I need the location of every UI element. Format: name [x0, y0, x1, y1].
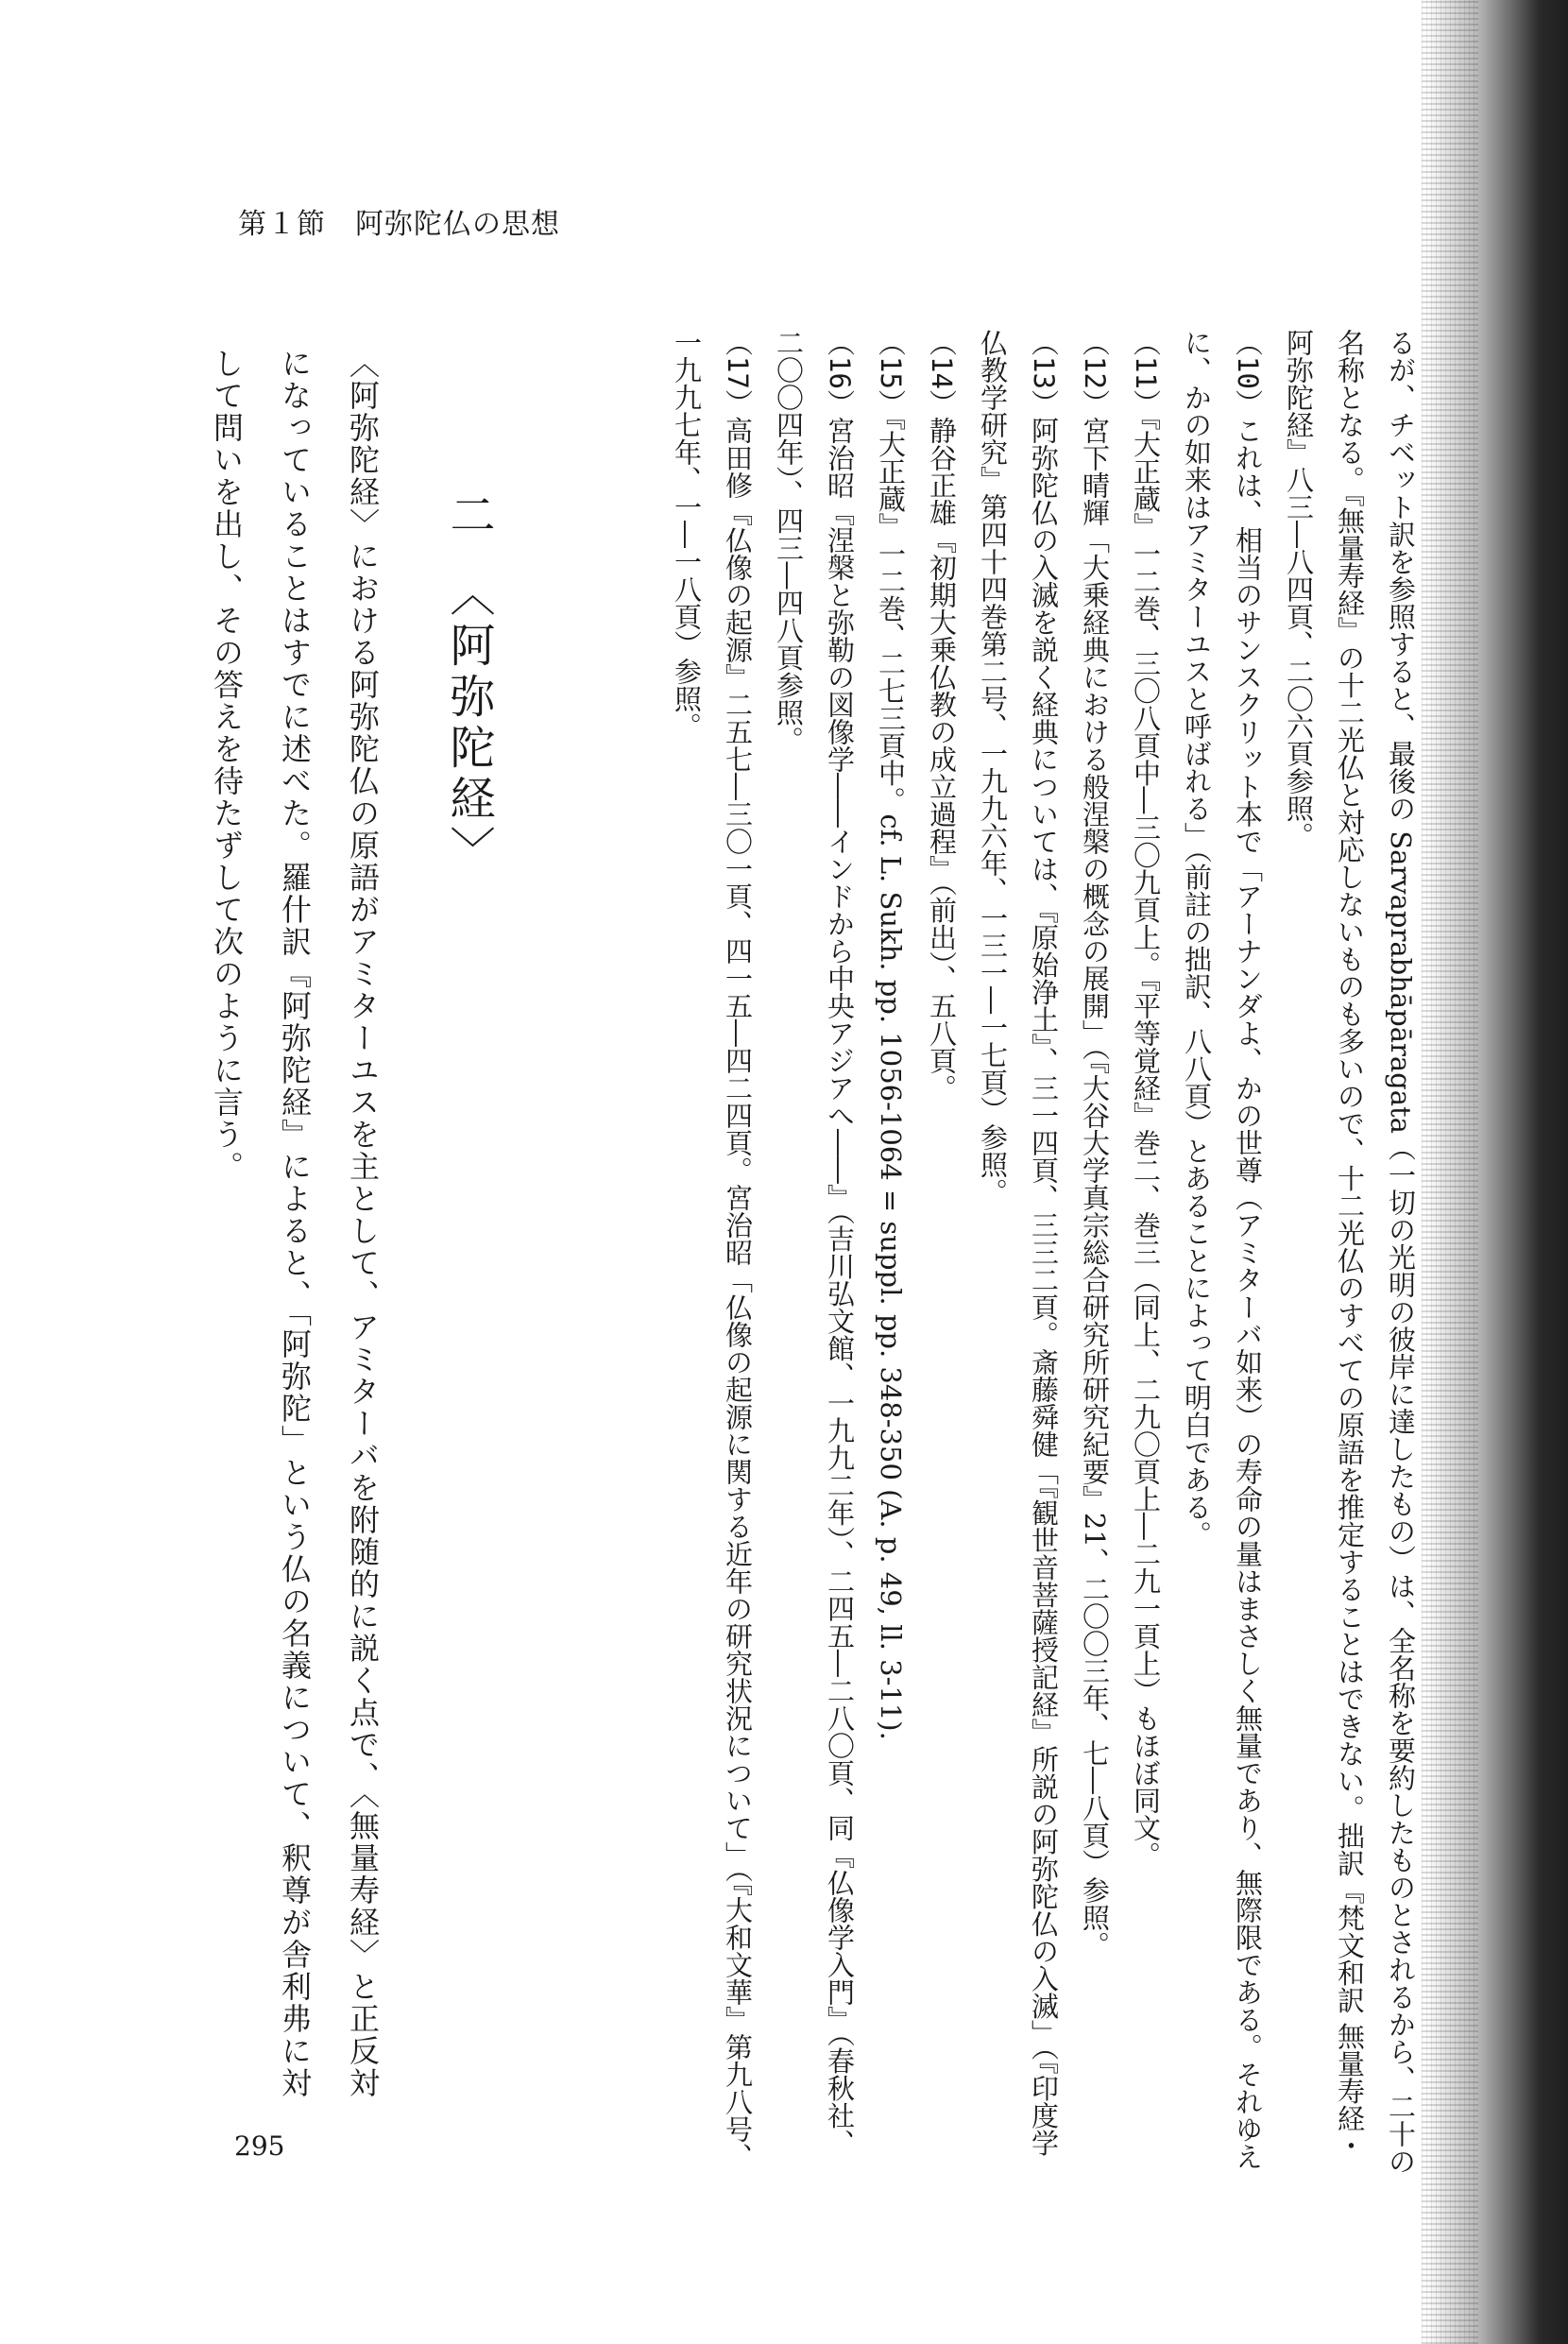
footnote-15: （15）『大正蔵』一二巻、二七三頁中。cf. L. Sukh. pp. 1056-1064 = suppl. pp. 348-350 (A. p. 49, ll. 3-11). [875, 329, 907, 1740]
section-title: 二 〈阿弥陀経〉 [442, 491, 495, 877]
chapter-header: 第１節 阿弥陀仏の思想 [238, 208, 560, 241]
scan-edge-noise [1422, 0, 1478, 2344]
footnote-14: （14）静谷正雄『初期大乗仏教の成立過程』（前出）、五八頁。 [926, 329, 958, 1102]
footnote-16: （16）宮治昭『涅槃と弥勒の図像学――インドから中央アジアへ――』（吉川弘文館、一九九二年）、二四五―二八〇頁、同『仏像学入門』（春秋社、二〇〇四年）、四三―四八頁参照。 [773, 329, 856, 2157]
footnote-11: （11）『大正蔵』一二巻、三〇八頁中―三〇九頁上。『平等覚経』巻二、巻三（同上、二九〇頁上―二九一頁上）もほぼ同文。 [1130, 329, 1162, 1869]
footnote-continued: るが、チベット訳を参照すると、最後の Sarvaprabhāpāragata（一切の光明の彼岸に達したもの）は、全名称を要約したものとされるから、二十の名称となる。『無量寿経』の十二光仏と対応しないものも多いので、十二光仏のすべての原語を推定することはできない。拙訳『梵文和訳 無量寿経・阿弥陀経』八三―八四頁、二〇六頁参照。 [1283, 329, 1417, 2175]
body-paragraph: 〈阿弥陀経〉における阿弥陀仏の原語がアミターユスを主として、アミターバを附随的に説く点で、〈無量寿経〉と正反対になっていることはすでに述べた。羅什訳『阿弥陀経』によると、「阿弥陀」という仏の名義について、釈尊が舎利弗に対して問いを出し、その答えを待たずして次のように言う。 [209, 348, 381, 2099]
page-number: 295 [234, 2130, 285, 2162]
footnote-13: （13）阿弥陀仏の入滅を説く経典については、『原始浄土』、三一四頁、三三二頁。斎藤舜健「『観世音菩薩授記経』所説の阿弥陀仏の入滅」（『印度学仏教学研究』第四十四巻第二号、一九九六年、一三一―一七頁）参照。 [977, 329, 1060, 2157]
footnote-10: （10）これは、相当のサンスクリット本で「アーナンダよ、かの世尊（アミターバ如来）の寿命の量はまさしく無量であり、無際限である。それゆえに、かの如来はアミターユスと呼ばれる」（前註の拙訳、八八頁）とあることによって明白である。 [1181, 329, 1264, 2170]
footnote-12: （12）宮下晴輝「大乗経典における般涅槃の概念の展開」（『大谷大学真宗総合研究所研究紀要』21、二〇〇三年、七―八頁）参照。 [1079, 329, 1111, 1959]
footnotes [661, 329, 1426, 2181]
footnote-17: （17）高田修『仏像の起源』二五七―三〇一頁、四一五―四二四頁。宮治昭「仏像の起源に関する近年の研究状況について」（『大和文華』第九八号、一九九七年、一―一八頁）参照。 [671, 329, 754, 2170]
